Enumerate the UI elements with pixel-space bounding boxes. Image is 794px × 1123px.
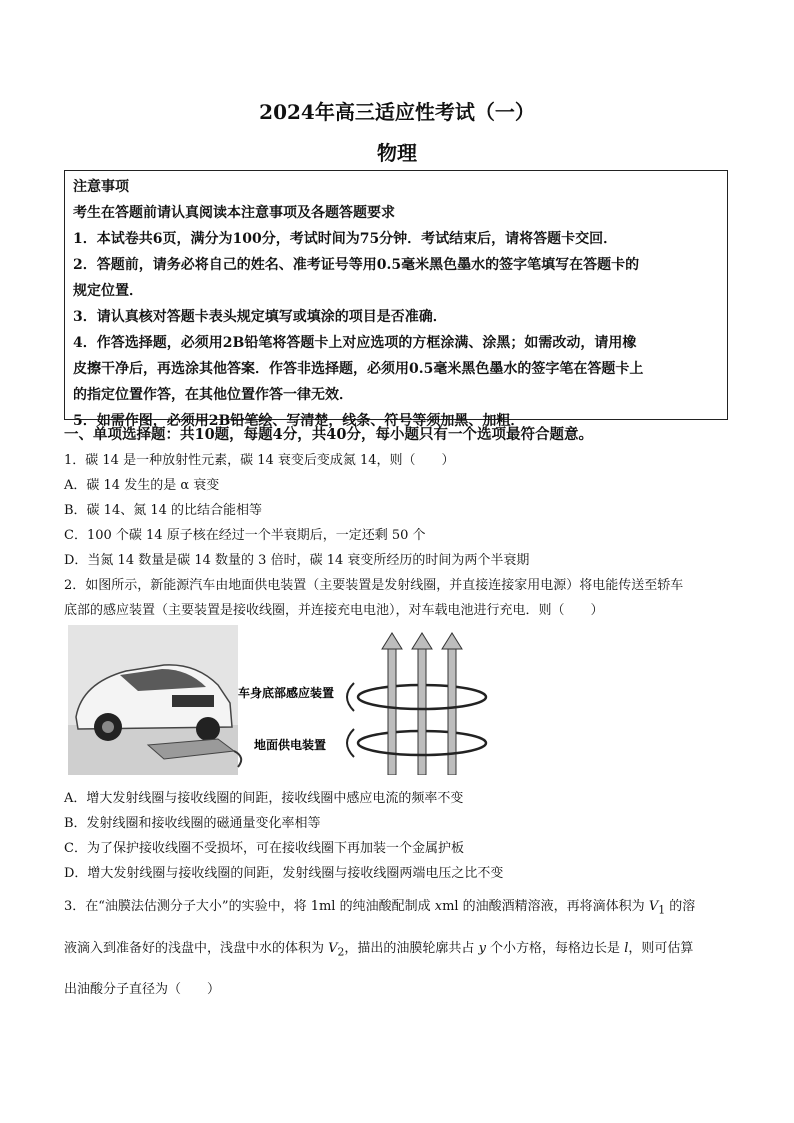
notice-heading: 注意事项	[73, 179, 129, 195]
notice-item: 5．如需作图，必须用2B铅笔绘、写清楚，线条、符号等须加黑、加粗．	[73, 413, 525, 429]
notice-item: 1．本试卷共6页，满分为100分，考试时间为75分钟．考试结束后，请将答题卡交回．	[73, 231, 618, 247]
label-receiver: 车身底部感应装置	[238, 686, 335, 700]
question-stem-line: 底部的感应装置（主要装置是接收线圈，并连接充电电池），对车载电池进行充电．则（ ）	[64, 603, 604, 618]
notice-item: 的指定位置作答，在其他位置作答一律无效．	[73, 387, 353, 403]
exam-title: 2024年高三适应性考试（一）	[259, 100, 535, 124]
question-2-figure	[68, 625, 498, 775]
notice-box	[64, 170, 728, 429]
label-transmitter: 地面供电装置	[254, 738, 327, 752]
notice-item: 2．答题前，请务必将自己的姓名、准考证号等用0.5毫米黑色墨水的签字笔填写在答题卡的	[73, 257, 640, 273]
notice-item: 3．请认真核对答题卡表头规定填写或填涂的项目是否准确．	[73, 309, 447, 325]
pointer-top	[347, 683, 354, 711]
var-l: l	[624, 940, 629, 956]
option-d: D．增大发射线圈与接收线圈的间距，发射线圈与接收线圈两端电压之比不变	[64, 866, 504, 881]
option-a: A．增大发射线圈与接收线圈的间距，接收线圈中感应电流的频率不变	[64, 791, 464, 806]
question-stem-line: 3．在“油膜法估测分子大小”的实验中，将 1ml 的纯油酸配制成 xml 的油酸酒精溶液，再将滴体积为 $V_1$ 的溶	[64, 899, 696, 917]
question-stem: 1．碳 14 是一种放射性元素，碳 14 衰变后变成氮 14，则（ ）	[64, 453, 455, 468]
var-y: y	[478, 940, 486, 956]
notice-item: 皮擦干净后，再选涂其他答案．作答非选择题，必须用0.5毫米黑色墨水的签字笔在答题卡上	[73, 361, 644, 377]
car-grille	[172, 695, 214, 707]
question-stem-line: 出油酸分子直径为（ ）	[64, 982, 221, 998]
var-x: x	[434, 899, 443, 914]
question-2-stem	[64, 573, 734, 623]
option-c: C．为了保护接收线圈不受损坏，可在接收线圈下再加装一个金属护板	[64, 841, 464, 856]
option-b: B．碳 14、氮 14 的比结合能相等	[64, 503, 263, 518]
notice-subheading: 考生在答题前请认真阅读本注意事项及各题答题要求	[73, 205, 395, 221]
option-c: C．100 个碳 14 原子核在经过一个半衰期后，一定还剩 50 个	[64, 528, 426, 543]
section-heading: 一、单项选择题：共10题，每题4分，共40分，每小题只有一个选项最符合题意。	[64, 426, 593, 443]
car-charging-figure	[68, 625, 498, 775]
car-hub-front	[102, 721, 114, 733]
option-a: A．碳 14 发生的是 α 衰变	[64, 478, 220, 493]
question-3	[64, 888, 734, 1009]
pointer-bottom	[347, 729, 354, 757]
notice-item: 规定位置．	[73, 283, 143, 299]
question-stem-line: 液滴入到准备好的浅盘中，浅盘中水的体积为 $V_2$，描出的油膜轮廓共占 y 个小方格，每格边长是 l，则可估算	[64, 940, 694, 959]
car-wheel-rear	[196, 717, 220, 741]
var-v1: V	[648, 899, 659, 914]
question-stem-line: 2．如图所示，新能源汽车由地面供电装置（主要装置是发射线圈，并直接连接家用电源）将电能传送至轿车	[64, 578, 684, 593]
option-b: B．发射线圈和接收线圈的磁通量变化率相等	[64, 816, 321, 831]
exam-subject: 物理	[377, 141, 417, 165]
question-1	[64, 448, 734, 573]
option-d: D．当氮 14 数量是碳 14 数量的 3 倍时，碳 14 衰变所经历的时间为两个半衰期	[64, 553, 530, 568]
question-2-options	[64, 786, 734, 886]
notice-item: 4．作答选择题，必须用2B铅笔将答题卡上对应选项的方框涂满、涂黑；如需改动，请用橡	[73, 335, 637, 351]
var-v2: V	[328, 940, 338, 956]
